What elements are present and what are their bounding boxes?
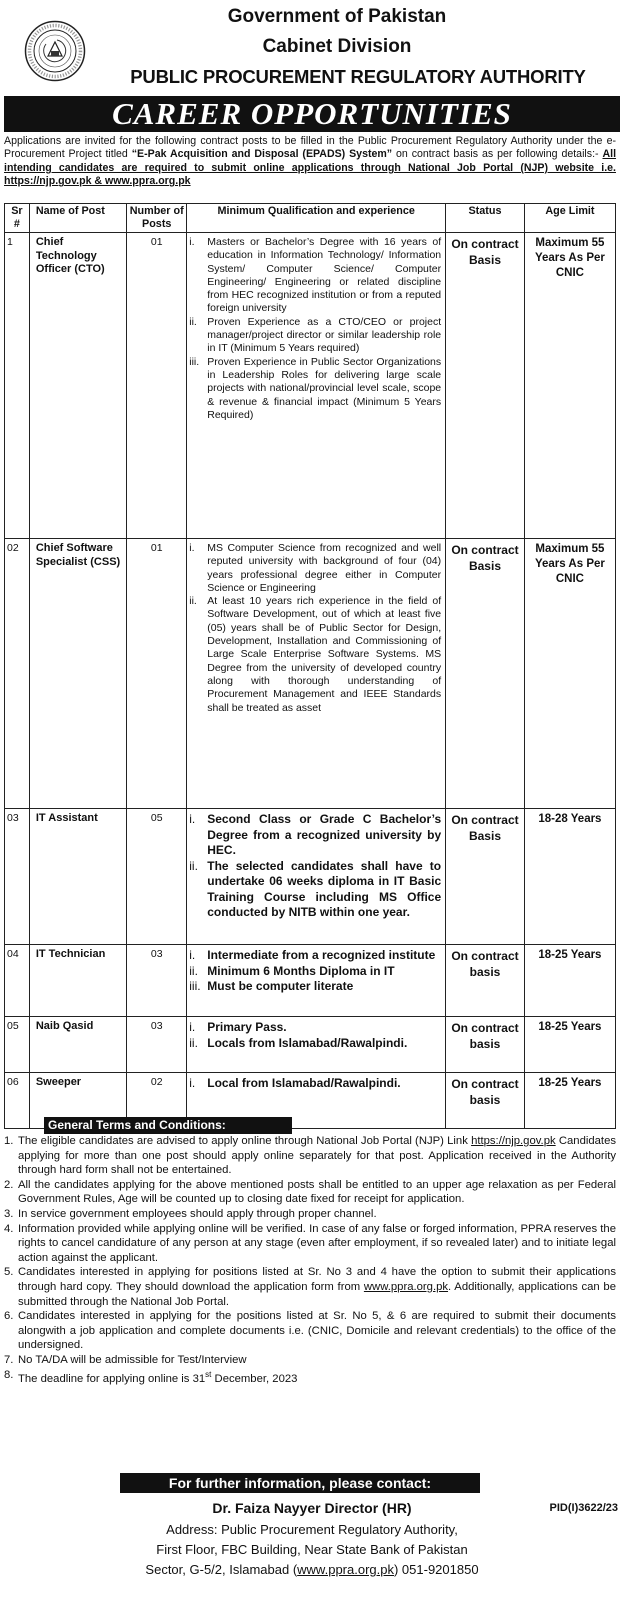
terms-number: 4. xyxy=(4,1222,14,1235)
terms-number: 7. xyxy=(4,1353,14,1366)
terms-item xyxy=(4,1265,616,1309)
terms-text xyxy=(18,1309,616,1353)
terms-text xyxy=(18,1207,616,1222)
terms-text xyxy=(18,1353,616,1368)
cell-post-count: 02 xyxy=(127,1073,187,1129)
cell-sr: 04 xyxy=(5,945,30,1017)
terms-number: 8. xyxy=(4,1368,14,1381)
cell-age-limit: Maximum 55 Years As Per CNIC xyxy=(524,539,615,809)
qualification-text: Intermediate from a recognized institute xyxy=(207,948,436,962)
qualification-item xyxy=(189,236,441,316)
terms-text-main: Candidates interested in applying for positions listed at Sr. No 3 and 4 have the option to submit their applications through hard copy. They should download the application form from xyxy=(18,1266,616,1293)
date-suffix: st xyxy=(205,1369,212,1379)
cell-age-limit: 18-25 Years xyxy=(524,1073,615,1129)
terms-item xyxy=(4,1368,616,1386)
cell-qualification xyxy=(187,945,446,1017)
terms-text-main: The eligible candidates are advised to apply online through National Job Portal (NJP) Link xyxy=(18,1135,472,1147)
qualification-numeral: ii. xyxy=(189,315,197,328)
address-line-2: First Floor, FBC Building, Near State Bank of Pakistan xyxy=(156,1542,468,1557)
terms-text-date: December, 2023 xyxy=(211,1372,298,1385)
cell-post-name: Chief Technology Officer (CTO) xyxy=(29,233,126,539)
table-header-row xyxy=(5,204,616,233)
cell-qualification xyxy=(187,809,446,945)
terms-number: 6. xyxy=(4,1310,14,1323)
cell-sr: 06 xyxy=(5,1073,30,1129)
qualification-numeral: iii. xyxy=(189,979,201,993)
terms-text-main: No TA/DA will be admissible for Test/Interview xyxy=(18,1353,247,1366)
terms-link[interactable]: www.ppra.org.pk xyxy=(363,1280,449,1293)
terms-text-main: Information provided while applying online will be verified. In case of any false or forged information, PPRA reserves the rights to cancel candidature of any person at any stage (even after employment, if so revealed later) and to initiate legal action against the applicant. xyxy=(18,1222,616,1264)
terms-item xyxy=(4,1134,616,1178)
cell-post-count: 03 xyxy=(127,1017,187,1073)
cell-post-name: IT Technician xyxy=(29,945,126,1017)
cell-age-limit: 18-28 Years xyxy=(524,809,615,945)
col-status: Status xyxy=(446,204,525,233)
intro-emphasis: All intending candidates are required to submit online applications through National Job Portal (NJP) website i.e. https://njp.gov.pk & www.ppra.org.pk xyxy=(4,148,617,188)
cell-post-count: 03 xyxy=(127,945,187,1017)
qualification-text: At least 10 years rich experience in the field of Software Development, out of which at least five (05) years shall be of Public Sector for Design, Development, Installation and Commissioning of Large Scale Enterprise Software Systems. MS Degree from the university of developed country along with thorough understanding of Procurement Management and IEEE Standards shall be treated as asset xyxy=(207,595,442,714)
authority-title: PUBLIC PROCUREMENT REGULATORY AUTHORITY xyxy=(130,66,586,87)
qualification-text: Proven Experience as a CTO/CEO or project manager/project director or similar leadership role in IT (Minimum 5 Years required) xyxy=(207,315,442,355)
address-line-1: Address: Public Procurement Regulatory Authority, xyxy=(166,1522,458,1537)
col-qualification: Minimum Qualification and experience xyxy=(187,204,446,233)
terms-link[interactable]: https://njp.gov.pk xyxy=(471,1135,556,1147)
qualification-text: The selected candidates shall have to undertake 06 weeks diploma in IT Basic Training Course including MS Office conducted by NITB within one year. xyxy=(207,858,442,919)
terms-item xyxy=(4,1222,616,1266)
cell-post-count: 01 xyxy=(127,233,187,539)
qualification-numeral: ii. xyxy=(189,1035,198,1050)
intro-text-2: on contract basis as per following details:- xyxy=(392,148,603,161)
qualification-item xyxy=(189,1076,441,1092)
cell-qualification xyxy=(187,233,446,539)
address-line-3 xyxy=(0,1560,624,1580)
cell-post-name: Sweeper xyxy=(29,1073,126,1129)
terms-title: General Terms and Conditions: xyxy=(44,1117,292,1134)
qualification-text: MS Computer Science from recognized and well reputed university with background of four (04) years professional degree either in Computer Science or Engineering xyxy=(207,542,442,594)
qualification-numeral: ii. xyxy=(189,595,197,608)
government-title: Government of Pakistan xyxy=(227,6,447,27)
terms-text xyxy=(18,1265,616,1309)
table-row xyxy=(5,1017,616,1073)
cell-qualification xyxy=(187,1017,446,1073)
cell-status: On contract basis xyxy=(446,1017,525,1073)
terms-item xyxy=(4,1309,616,1353)
address-line-3-post: ) 051-9201850 xyxy=(393,1562,479,1577)
qualification-numeral: i. xyxy=(189,542,195,554)
division-title: Cabinet Division xyxy=(262,36,412,57)
qualification-item xyxy=(189,979,441,995)
qualification-item xyxy=(189,964,441,980)
col-name: Name of Post xyxy=(29,204,126,233)
terms-number: 5. xyxy=(4,1266,14,1279)
qualification-text: Local from Islamabad/Rawalpindi. xyxy=(207,1076,401,1090)
terms-number: 2. xyxy=(4,1178,14,1191)
pid-number: PID(I)3622/23 xyxy=(549,1502,618,1514)
qualification-item xyxy=(189,316,441,356)
contact-bar: For further information, please contact: xyxy=(120,1473,480,1493)
terms-text xyxy=(18,1368,616,1386)
terms-text-main: All the candidates applying for the above mentioned posts shall be entitled to an upper age relaxation as per Federal Government Rules, Age will be counted up to closing date fixed for receipt for application. xyxy=(18,1178,616,1206)
cell-status: On contract Basis xyxy=(446,539,525,809)
qualification-item xyxy=(189,1036,441,1052)
address-line-3-pre: Sector, G-5/2, Islamabad ( xyxy=(145,1562,298,1577)
qualification-numeral: ii. xyxy=(189,963,198,978)
cell-sr: 03 xyxy=(5,809,30,945)
terms-text-tail: . Additionally, applications can be submitted through the National Job Portal. xyxy=(18,1280,616,1308)
qualification-item xyxy=(189,812,441,859)
terms-text-main: The deadline for applying online is 31 xyxy=(18,1372,206,1385)
project-title: “E-Pak Acquisition and Disposal (EPADS) System” xyxy=(131,148,393,161)
qualification-item xyxy=(189,356,441,422)
ppra-website-link[interactable]: www.ppra.org.pk xyxy=(297,1562,394,1577)
terms-list xyxy=(4,1134,616,1386)
cell-age-limit: 18-25 Years xyxy=(524,1017,615,1073)
terms-number: 1. xyxy=(4,1135,14,1147)
qualification-numeral: i. xyxy=(189,812,196,826)
posts-table xyxy=(4,203,616,1129)
cell-sr: 02 xyxy=(5,539,30,809)
address-block xyxy=(0,1520,624,1580)
qualification-text: Must be computer literate xyxy=(207,979,354,993)
terms-text-main: In service government employees should apply through proper channel. xyxy=(18,1207,377,1220)
qualification-text: Primary Pass. xyxy=(207,1020,287,1034)
cell-status: On contract basis xyxy=(446,1073,525,1129)
terms-text-main: Candidates interested in applying for the positions listed at Sr. No 5, & 6 are required to submit their documents alongwith a job application and complete documents i.e. (CNIC, Domicile and relevant credentials) to the office of the undersigned. xyxy=(18,1310,616,1352)
intro-paragraph xyxy=(4,135,616,189)
col-sr: Sr # xyxy=(5,204,30,233)
terms-item xyxy=(4,1353,616,1368)
qualification-item xyxy=(189,595,441,715)
table-row xyxy=(5,809,616,945)
cell-sr: 1 xyxy=(5,233,30,539)
cell-post-name: Naib Qasid xyxy=(29,1017,126,1073)
cell-age-limit: 18-25 Years xyxy=(524,945,615,1017)
qualification-text: Second Class or Grade C Bachelor’s Degree from a recognized university by HEC. xyxy=(207,812,442,857)
terms-text-tail: Candidates applying for more than one post should apply online separately for that post. Application received in the Authority through hard form shall not be entertained. xyxy=(18,1135,616,1177)
qualification-numeral: iii. xyxy=(189,355,200,368)
terms-item xyxy=(4,1207,616,1222)
header xyxy=(12,4,612,92)
qualification-numeral: i. xyxy=(189,948,196,962)
terms-text xyxy=(18,1222,616,1266)
qualification-text: Locals from Islamabad/Rawalpindi. xyxy=(207,1035,408,1050)
cell-age-limit: Maximum 55 Years As Per CNIC xyxy=(524,233,615,539)
qualification-text: Minimum 6 Months Diploma in IT xyxy=(207,963,395,978)
cell-status: On contract Basis xyxy=(446,809,525,945)
qualification-numeral: i. xyxy=(189,1020,196,1034)
cell-status: On contract Basis xyxy=(446,233,525,539)
qualification-numeral: i. xyxy=(189,1076,196,1090)
terms-text xyxy=(18,1178,616,1207)
director-name: Dr. Faiza Nayyer Director (HR) xyxy=(212,1500,412,1516)
cell-sr: 05 xyxy=(5,1017,30,1073)
cell-post-count: 05 xyxy=(127,809,187,945)
cell-post-count: 01 xyxy=(127,539,187,809)
qualification-item xyxy=(189,948,441,964)
terms-number: 3. xyxy=(4,1207,14,1220)
col-age: Age Limit xyxy=(524,204,615,233)
cell-post-name: Chief Software Specialist (CSS) xyxy=(29,539,126,809)
qualification-item xyxy=(189,1020,441,1036)
qualification-numeral: ii. xyxy=(189,858,198,873)
terms-text xyxy=(18,1134,616,1178)
table-row xyxy=(5,539,616,809)
intro-text-1: Applications are invited for the following contract posts to be filled in the Public Procurement Regulatory Authority under the e-Procurement Project titled xyxy=(4,135,616,161)
qualification-item xyxy=(189,542,441,595)
career-banner: CAREER OPPORTUNITIES xyxy=(4,96,620,132)
cell-status: On contract basis xyxy=(446,945,525,1017)
qualification-item xyxy=(189,859,441,921)
table-row xyxy=(5,233,616,539)
cell-post-name: IT Assistant xyxy=(29,809,126,945)
terms-item xyxy=(4,1178,616,1207)
cell-qualification xyxy=(187,539,446,809)
qualification-text: Proven Experience in Public Sector Organizations in Leadership Roles for delivering large scale projects with national/provincial level scale, scope & revenue & financial impact (Minimum 5 Years Required) xyxy=(207,355,442,421)
table-row xyxy=(5,945,616,1017)
qualification-numeral: i. xyxy=(189,236,195,248)
col-number: Number of Posts xyxy=(127,204,187,233)
qualification-text: Masters or Bachelor’s Degree with 16 years of education in Information Technology/ Information System/ Computer Science/ Computer Engineering/ Engineering or related discipline from HEC recognized institution or from a reputed foreign university xyxy=(207,236,442,315)
